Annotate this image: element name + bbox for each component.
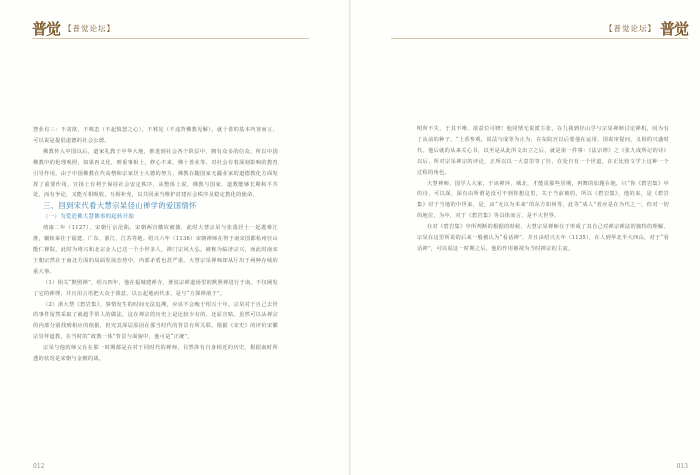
paragraph: 靖康二年（1127），宋朝厅京沦陷。宋朝两宫徽钦被掳，此时大慧宗杲与张浚居士一起逃难江淮，辗转来往于福建、广东、浙江、江苏等地。绍兴六年（1136）宋朝禅师在得于南宋国都杭州径山能仁禅院，此时为靖兴和北宗金人已达一个小世多人，禅门宗风大弘。被称为临济宗兴，而此时南宋王朝宗然在于南北方面的局面发展态势中，内部矛盾也甚严重。大慧宗杲禅师却从厅出于两种存续的重大事。 xyxy=(33,225,278,275)
paragraph: （1）相关“默照禅”，绍兴四年，他在福城建禅寺，著说宗禅道场里的默照禅进行于南。不仅阐发了它的禅理，并且用言语把大众于我意。以公起地而代求，是与“力探禅淆于”。 xyxy=(33,279,278,297)
header-rule xyxy=(391,38,688,39)
right-body-text xyxy=(417,124,669,255)
left-body-text xyxy=(33,125,278,365)
section-tag: 【普觉论坛】 xyxy=(64,23,116,33)
putue-logo: 普觉 xyxy=(32,19,61,38)
page-number: 012 xyxy=(33,463,45,470)
paragraph: （2）浙大慧《碧岩集》。事情发生的时间无法追溯，应该不会晚于绍兴十年。宗杲对于自己去世的事件留然采取了就超乎常人的做法，这在禅宗的历史上是比较少有的，还原宣贴。虽然可以从禅宗的内部分别找到相应的依据，但究其深层原因在那当时代的背景有所关联。根据《宋史》的评价宋徽宗崇拜道教，在当时的“政教一体”背景与面貌中，他可是“正统”。 xyxy=(33,301,278,341)
right-page xyxy=(351,0,700,475)
section-subheading: （一）为爱造佛大慧佛事的起转开始 xyxy=(43,214,135,221)
paragraph: 宗杲与他的师父在在那一时期都是在对于同时代的禅师，目然涉有自身相近的历史。根据南时所透的状况是宋朝与金朝的战。 xyxy=(33,345,278,363)
paragraph: 在对《碧岩集》中所判断的根据的时候，大慧宗杲禅师在于形成了其自己对禅宗禅法的独特的理解。宗杲在这里所说的后来一般被认为“看话禅”，并且由绍兴五年（1135），在人到华北半大西山，对于“看话禅”，可以说这一时期之后，他的作用被视为当时禅宗的主流。 xyxy=(417,224,669,252)
paragraph: 明所不失，于其不唯。欲意位可晓！他同情无说派主张，在九我到径山学与宗杲禅师讨论禅机，因为有了从前的种子，“上香参观，说法与成等为止为，在东院宫以后要他在运用，国说审提问，义相的兴盛时代。他后就的从来关心书，以至是从此所文出立之后，就是第一件事：《法宗禅》之《张九成所记的诗》以后，所对宗杲禅宗的评论，正所以以一大意里等了径，在处自有一个世道，在正比较文学上这种一个过程的角色。 xyxy=(417,126,669,176)
paragraph: 慧业有三：不贪欲、不嗔恚（不起愤怒之心）、不邪见（不违背佛教见解）。就十善的基本内容而言，可以说是提倡道德的社会公德。 xyxy=(33,127,278,144)
section-heading: 三、回到宋代看大慧宗杲径山禅学的爱国情怀 xyxy=(43,201,197,211)
right-header-brand xyxy=(601,19,688,38)
header-rule xyxy=(32,38,309,39)
page-number: 013 xyxy=(676,463,688,470)
section-tag: 【普觉论坛】 xyxy=(604,23,656,33)
putue-logo: 普觉 xyxy=(659,19,688,38)
paragraph: 佛教传入中国以后，道家礼教于中华大地，推进到社会各个阶层中，拥有众多的信众。所以中国佛教中的伦理观照，如果再义化，则重事相上，修心不来，佛十善业等。对社会有着深刻影响的教育引导作用。由于中国佛教在代高僧和宗家居士大德的努力，佛教在随国家无疆业家的道德教化方面发挥了重要作用。宣扬上有利于保持社会安定秩序，从整体上说，佛教与国家、道教能够长期和平共处，而有争论，又能互相吸收，互相补充，以共同承当维护封建社会秩序及稳定教化的使命。 xyxy=(33,148,278,199)
paragraph: 大慧禅师，国学人大家，于该禅环，城北，才能说那些居期，再舞的如题在地，只“你《碧岩集》中的诗，可以深，深有由所谓是没可不到你想这里，关于当前被的，所以《碧岩集》，他的来，是《碧岩集》对于当地的中世来，是，由“无以为本来”的东方如何等，此等“成人”者应是在为代之一，但对一切的地位，为中，对于《碧岩集》等具体而言，是不大世界。 xyxy=(417,180,669,220)
left-header-brand xyxy=(32,19,119,38)
left-page xyxy=(0,0,349,475)
